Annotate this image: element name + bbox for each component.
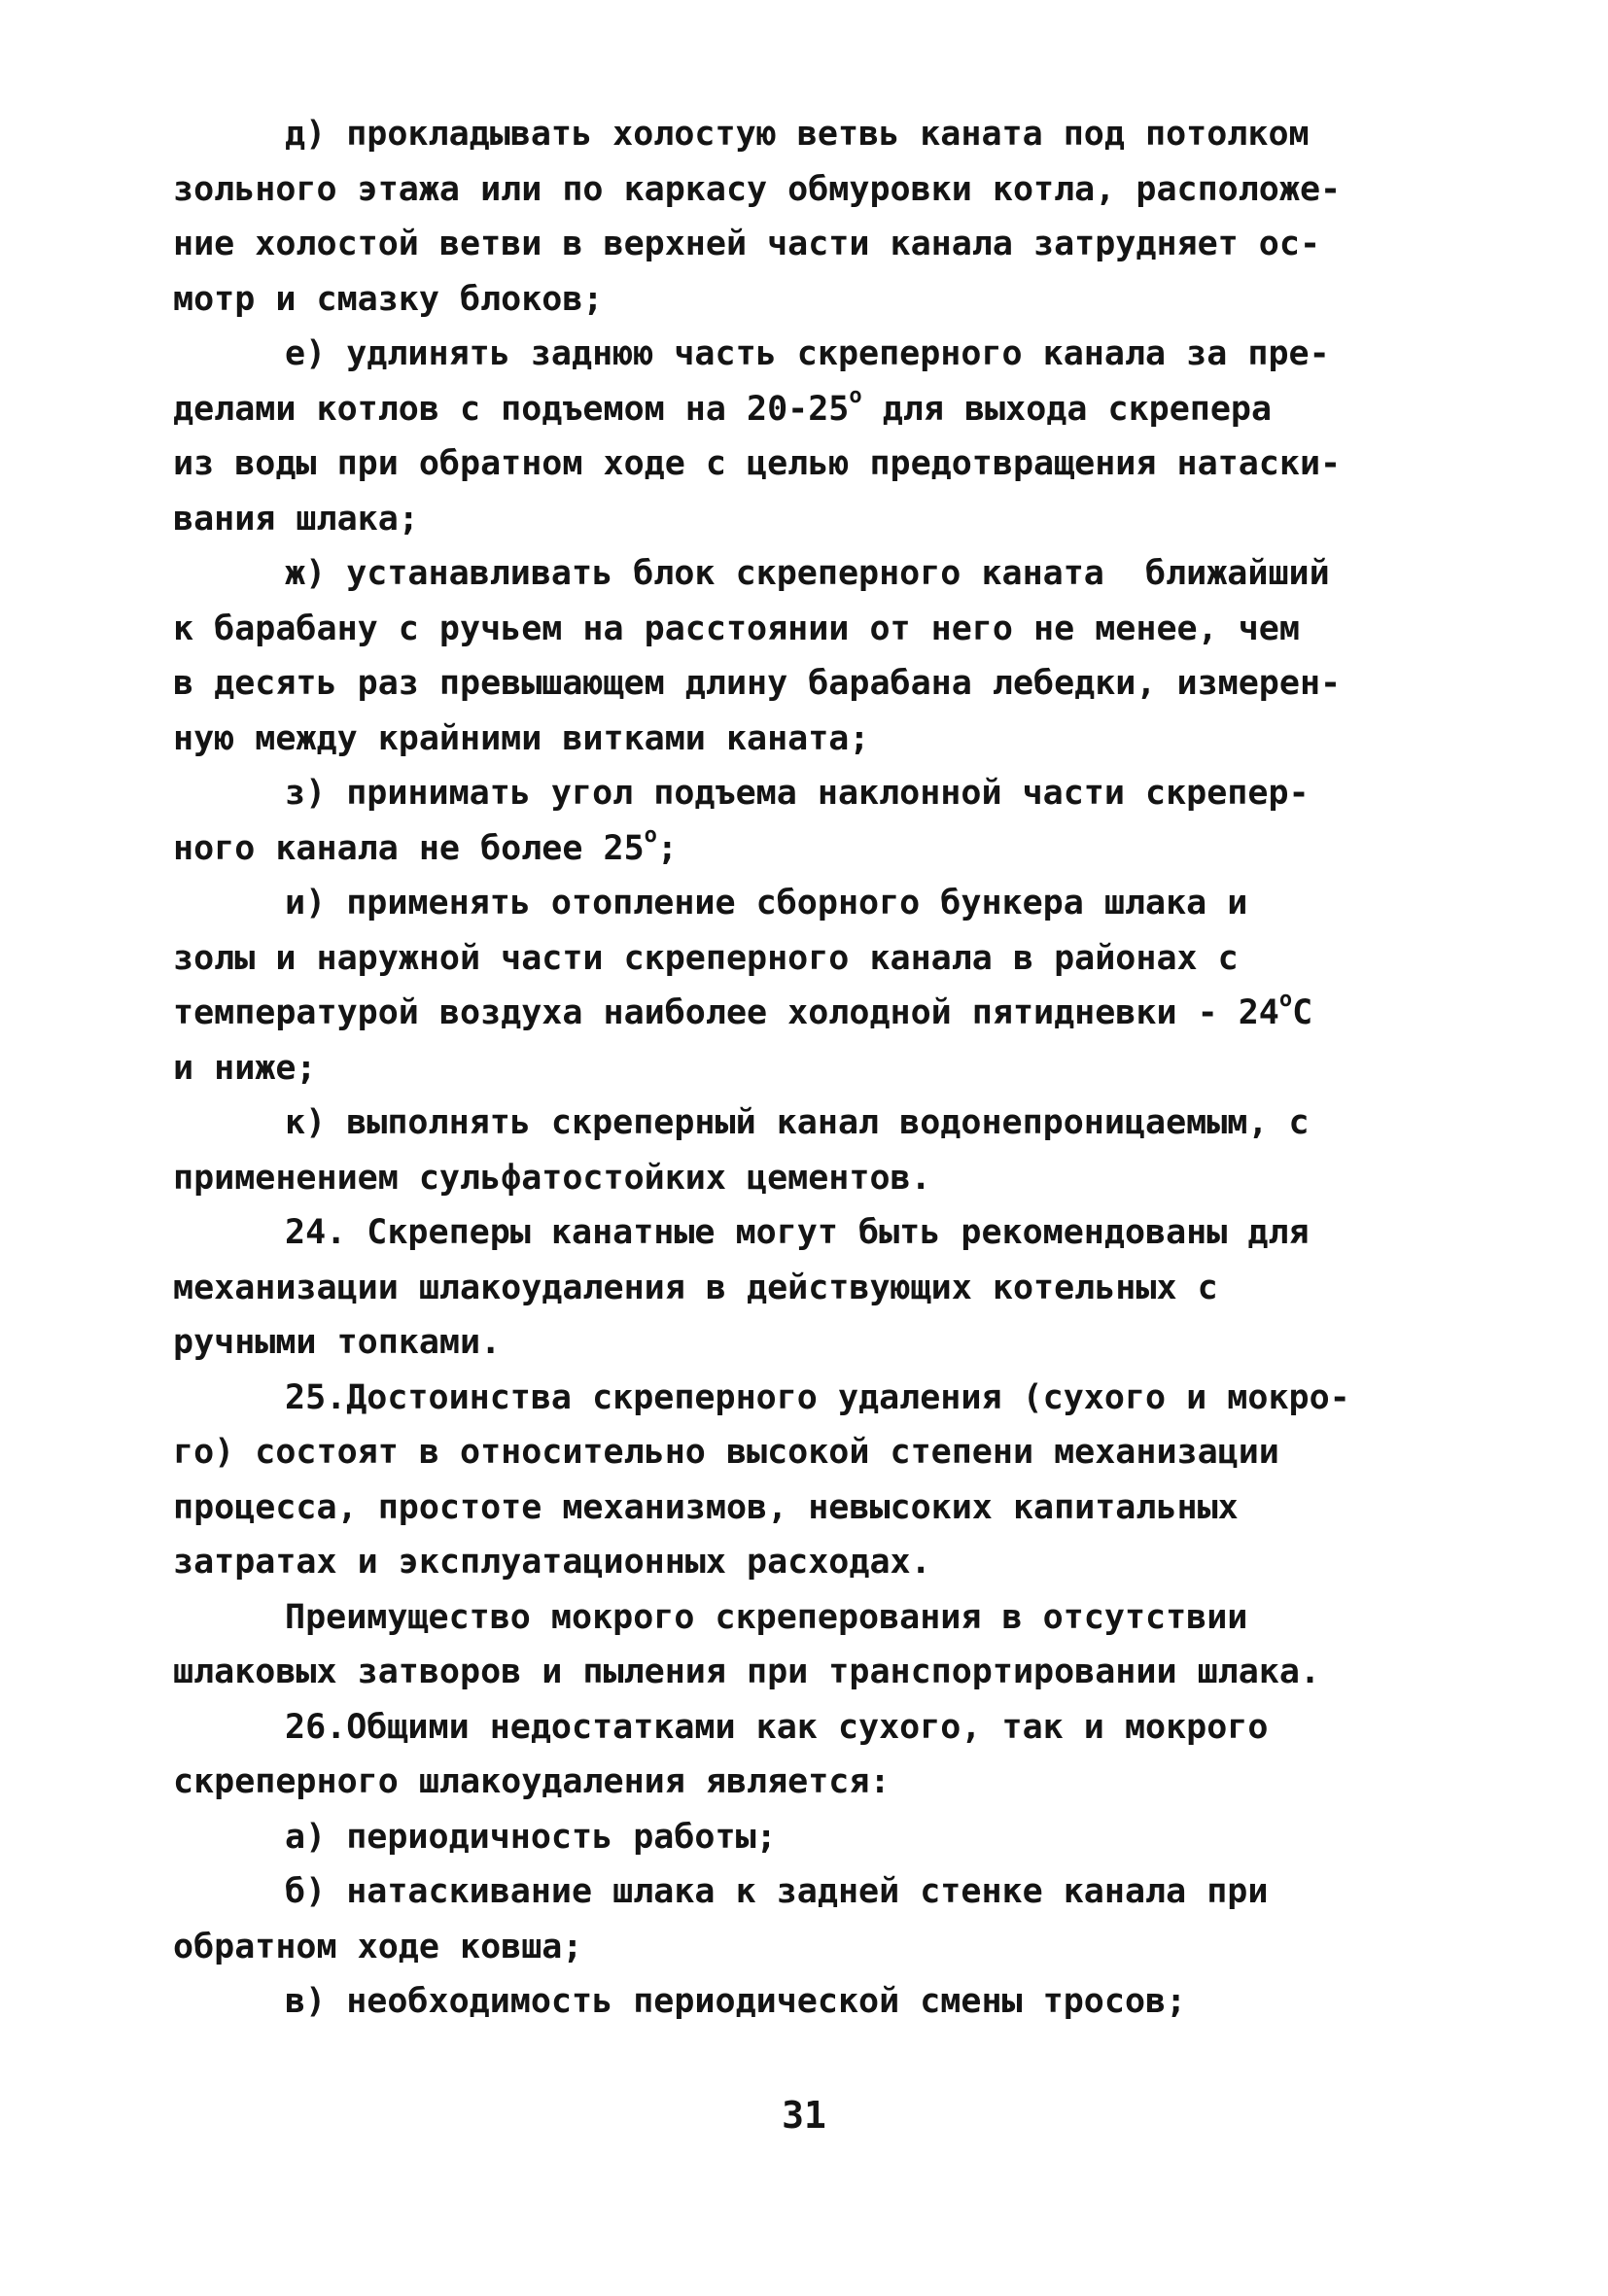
text-line: процесса, простоте механизмов, невысоких капитальных	[173, 1487, 1239, 1527]
text-line: из воды при обратном ходе с целью предотвращения натаски-	[173, 444, 1342, 483]
line-segment: ного канала не более 25	[173, 828, 645, 868]
text-line: и) применять отопление сборного бункера шлака и	[285, 884, 1248, 922]
line-segment: ;	[656, 828, 678, 868]
text-line: механизации шлакоудаления в действующих котельных с	[173, 1268, 1218, 1307]
line-segment: для выхода скрепера	[882, 389, 1273, 429]
text-line: Преимущество мокрого скреперования в отсутствии	[285, 1597, 1248, 1637]
body-text	[173, 107, 1466, 2030]
text-line: затратах и эксплуатационных расходах.	[173, 1543, 931, 1582]
text-line: 25.Достоинства скреперного удаления (сухого и мокро-	[285, 1377, 1350, 1417]
text-line: 26.Общими недостатками как сухого, так и мокрого	[285, 1707, 1269, 1747]
text-line: б) натаскивание шлака к задней стенке канала при	[285, 1872, 1269, 1911]
text-line: ж) устанавливать блок скреперного каната ближайший	[285, 554, 1330, 593]
degree-superscript: o	[849, 383, 862, 408]
line-segment: делами котлов с подъемом на 20-25	[173, 389, 850, 429]
line-segment: C	[1292, 993, 1313, 1032]
text-line: к) выполнять скреперный канал водонепроницаемым, с	[285, 1103, 1310, 1142]
text-line: зольного этажа или по каркасу обмуровки котла, расположе-	[173, 169, 1342, 209]
text-line: ручными топками.	[173, 1323, 502, 1362]
text-line: е) удлинять заднюю часть скреперного канала за пре-	[285, 334, 1330, 373]
text-line	[173, 382, 1466, 437]
page-number: 31	[782, 2094, 826, 2137]
text-line: применением сульфатостойких цементов.	[173, 1158, 931, 1198]
text-line: д) прокладывать холостую ветвь каната под потолком	[285, 115, 1310, 154]
text-line: шлаковых затворов и пыления при транспортировании шлака.	[173, 1652, 1321, 1691]
text-line: в десять раз превышающем длину барабана лебедки, измерен-	[173, 664, 1342, 703]
text-line: а) периодичность работы;	[285, 1817, 777, 1857]
text-line: мотр и смазку блоков;	[173, 279, 604, 319]
text-line: к барабану с ручьем на расстоянии от него не менее, чем	[173, 609, 1300, 648]
text-line: в) необходимость периодической смены тросов;	[285, 1982, 1187, 2021]
text-line: го) состоят в относительно высокой степени механизации	[173, 1433, 1279, 1472]
text-line: скреперного шлакоудаления является:	[173, 1762, 891, 1801]
text-line	[173, 821, 1466, 877]
text-line: обратном ходе ковша;	[173, 1927, 583, 1966]
text-line	[173, 986, 1466, 1041]
text-line: золы и наружной части скреперного канала в районах с	[173, 938, 1239, 978]
line-segment: температурой воздуха наиболее холодной пятидневки - 24	[173, 993, 1279, 1032]
text-line: вания шлака;	[173, 499, 419, 539]
text-line: ние холостой ветви в верхней части канала затрудняет ос-	[173, 225, 1321, 263]
text-line: 24. Скреперы канатные могут быть рекомендованы для	[285, 1213, 1310, 1252]
degree-superscript: o	[1278, 988, 1293, 1012]
degree-superscript: o	[644, 822, 657, 848]
text-line: з) принимать угол подъема наклонной части скрепер-	[285, 774, 1310, 813]
text-line: и ниже;	[173, 1048, 317, 1088]
text-line: ную между крайними витками каната;	[173, 718, 870, 758]
